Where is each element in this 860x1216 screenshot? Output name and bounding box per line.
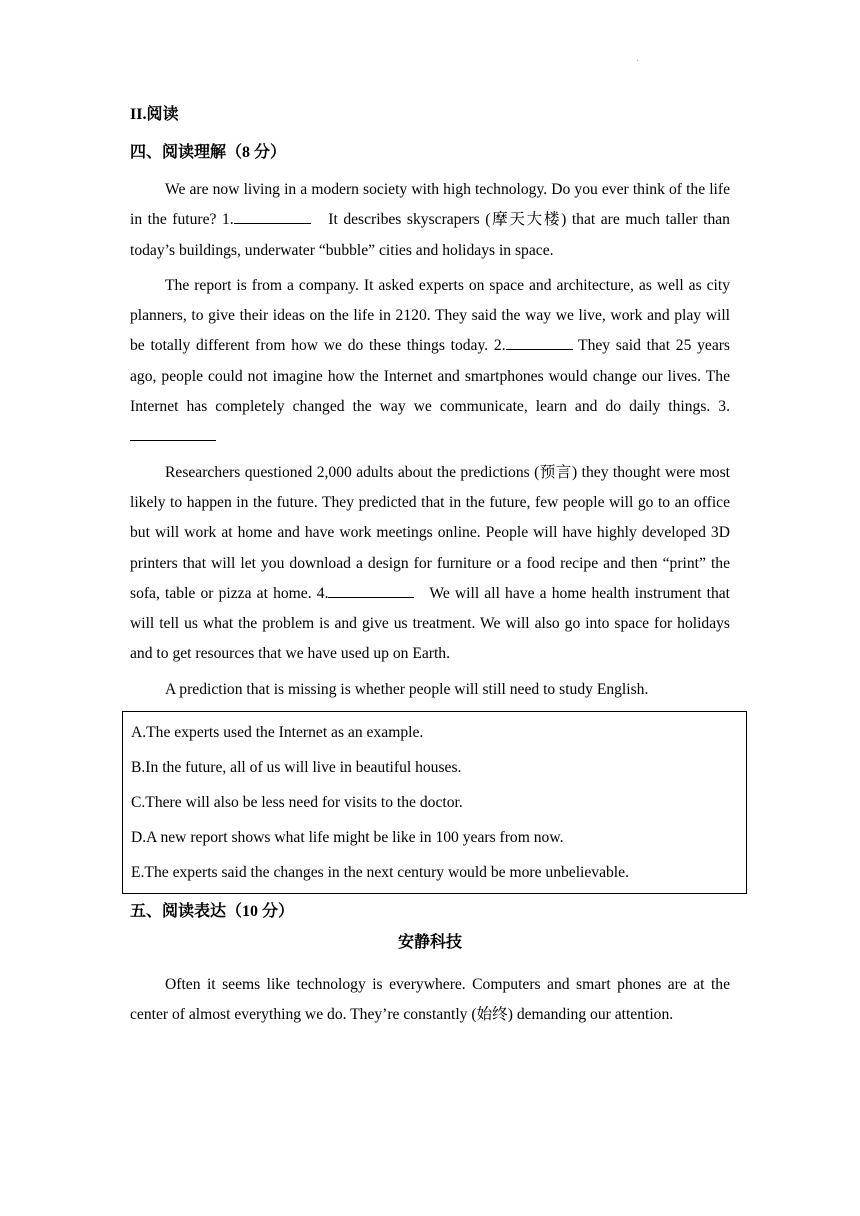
answer-blank-2 bbox=[506, 332, 573, 350]
answer-blank-1 bbox=[234, 206, 311, 224]
passage1-paragraph-1 bbox=[130, 175, 730, 266]
passage1-paragraph-2 bbox=[130, 271, 730, 453]
option-d: D.A new report shows what life might be like in 100 years from now. bbox=[131, 829, 564, 847]
p2-text-a: The report is from a company. It asked experts on space and architecture, as well as city planners, to give their ideas on the life in 2120. They said the way we live, work and play will be totally different from how we do these things today. 2. bbox=[130, 276, 730, 355]
p3-text-b: We will all have a home health instrument that will tell us what the problem is and give us treatment. We will also go into space for holidays and to get resources that we have used up on Earth. bbox=[130, 584, 730, 663]
passage1-paragraph-3 bbox=[130, 458, 730, 670]
options-box bbox=[122, 711, 747, 894]
option-c: C.There will also be less need for visits to the doctor. bbox=[131, 794, 463, 812]
p1-text-a: We are now living in a modern society with high technology. Do you ever think of the life in the future? 1. bbox=[130, 181, 730, 229]
page-mark: · bbox=[636, 56, 640, 67]
option-e: E.The experts said the changes in the next century would be more unbelievable. bbox=[131, 864, 629, 882]
p2-text-b: They said that 25 years ago, people could not imagine how the Internet and smartphones would change our lives. The Internet has completely changed the way we communicate, learn and do daily things. 3. bbox=[130, 337, 730, 416]
section-heading-reading: II.阅读 bbox=[130, 106, 179, 123]
part5-title: 五、阅读表达（10 分） bbox=[130, 903, 295, 921]
option-a: A.The experts used the Internet as an example. bbox=[131, 724, 424, 742]
option-b: B.In the future, all of us will live in beautiful houses. bbox=[131, 759, 462, 777]
document-body bbox=[130, 103, 730, 1036]
passage2-paragraph-1: Often it seems like technology is everywhere. Computers and smart phones are at the center of almost everything we do. They’re constantly (始终) demanding our attention. bbox=[130, 976, 730, 1024]
answer-blank-3 bbox=[130, 423, 216, 441]
part4-title: 四、阅读理解（8 分） bbox=[130, 144, 287, 161]
answer-blank-4 bbox=[328, 580, 414, 598]
passage2-title: 安静科技 bbox=[397, 934, 462, 952]
p1-text-b: It describes skyscrapers (摩天大楼) that are much taller than today’s buildings, underwater “bubble” cities and holidays in space. bbox=[130, 211, 730, 259]
p3-text-a: Researchers questioned 2,000 adults about the predictions (预言) they thought were most likely to happen in the future. They predicted that in the future, few people will go to an office but will work at home and have work meetings online. People will have highly developed 3D printers that will let you download a design for furniture or a food recipe and then “print” the sofa, table or pizza at home. 4. bbox=[130, 463, 730, 602]
passage1-paragraph-4: A prediction that is missing is whether people will still need to study English. bbox=[165, 680, 649, 698]
